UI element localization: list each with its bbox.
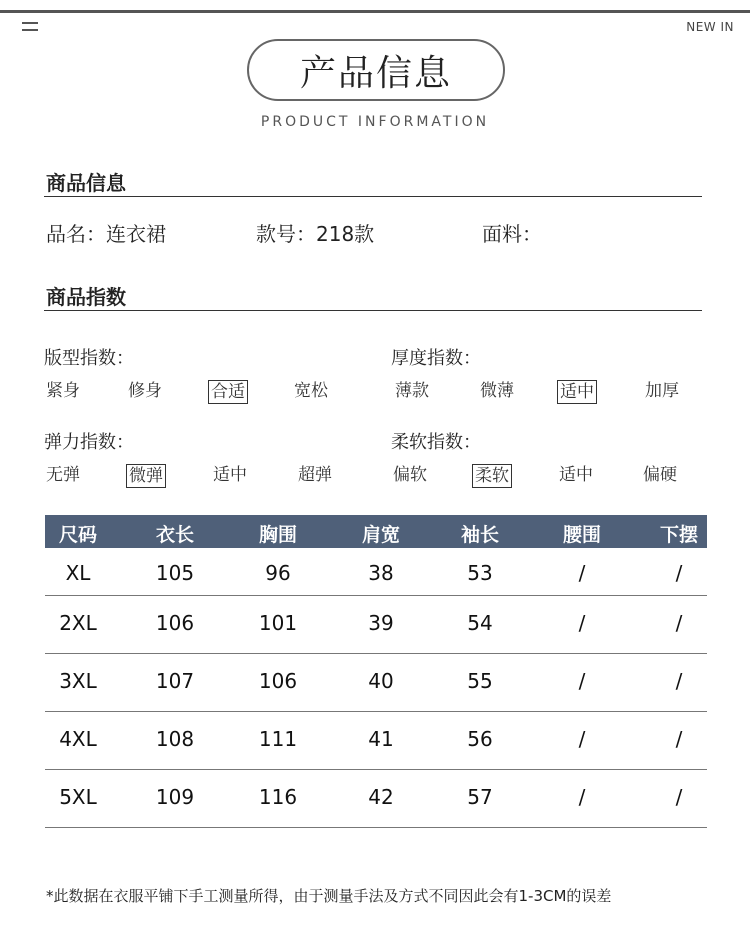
section-title-indices: 商品指数 [46,285,126,309]
index-option: 薄款 [395,381,429,401]
index-option: 无弹 [46,465,80,485]
index-option: 紧身 [46,381,80,401]
size-table-body [45,548,707,828]
column-header: 胸围 [258,524,298,546]
table-cell: 101 [258,611,298,635]
menu-icon[interactable] [22,22,38,34]
table-cell: 56 [467,727,493,751]
column-header: 袖长 [460,524,500,546]
table-cell: 111 [258,727,298,751]
table-cell: 55 [467,669,493,693]
section-title-product-info: 商品信息 [46,171,126,195]
product-name: 品名：连衣裙 [46,222,166,246]
table-cell: / [578,611,586,635]
table-cell: / [675,669,683,693]
new-in-label: NEW IN [686,20,734,34]
table-cell: / [675,785,683,809]
column-header: 下摆 [659,524,699,546]
table-cell: / [578,561,586,585]
index-option-selected: 柔软 [472,464,512,488]
table-cell: / [578,785,586,809]
index-option: 修身 [128,381,162,401]
index-option: 适中 [213,465,247,485]
index-option-selected: 适中 [557,380,597,404]
fabric: 面料： [482,222,542,246]
table-row [45,712,707,770]
column-header: 尺码 [58,524,98,546]
page-subtitle: PRODUCT INFORMATION [260,114,490,130]
index-option: 宽松 [294,381,328,401]
index-label: 厚度指数： [391,348,481,369]
table-cell: 109 [155,785,195,809]
table-row [45,770,707,828]
table-row [45,548,707,596]
table-cell: 96 [265,561,291,585]
table-cell: 116 [258,785,298,809]
index-option: 偏软 [393,465,427,485]
index-label: 弹力指数： [44,432,134,453]
table-cell: 54 [467,611,493,635]
table-cell: 41 [368,727,394,751]
page-title: 产品信息 [247,39,505,101]
column-header: 腰围 [562,524,602,546]
index-option: 偏硬 [643,465,677,485]
table-row [45,654,707,712]
table-cell: 38 [368,561,394,585]
style-number: 款号：218款 [256,222,375,246]
index-option: 适中 [559,465,593,485]
top-divider [0,10,750,13]
index-label: 柔软指数： [391,432,481,453]
index-option: 超弹 [298,465,332,485]
table-cell: 107 [155,669,195,693]
table-cell: 106 [155,611,195,635]
size-table-header [45,515,707,548]
index-label: 版型指数： [44,348,134,369]
table-cell: 4XL [59,727,97,751]
measurement-footnote: *此数据在衣服平铺下手工测量所得，由于测量手法及方式不同因此会有1-3CM的误差 [46,887,612,905]
table-cell: 40 [368,669,394,693]
table-cell: 105 [155,561,195,585]
table-cell: / [675,727,683,751]
table-cell: 2XL [59,611,97,635]
table-cell: XL [65,561,91,585]
table-cell: 39 [368,611,394,635]
table-cell: 42 [368,785,394,809]
size-table [45,515,707,828]
table-cell: / [578,727,586,751]
index-option: 加厚 [645,381,679,401]
table-row [45,596,707,654]
table-cell: 108 [155,727,195,751]
table-cell: 57 [467,785,493,809]
table-cell: / [675,561,683,585]
table-cell: / [578,669,586,693]
section-divider [44,196,702,197]
column-header: 肩宽 [361,524,401,546]
table-cell: 106 [258,669,298,693]
index-option-selected: 合适 [208,380,248,404]
index-option: 微薄 [480,381,514,401]
table-cell: 5XL [59,785,97,809]
table-cell: / [675,611,683,635]
section-divider [44,310,702,311]
index-option-selected: 微弹 [126,464,166,488]
column-header: 衣长 [155,524,195,546]
table-cell: 53 [467,561,493,585]
table-cell: 3XL [59,669,97,693]
